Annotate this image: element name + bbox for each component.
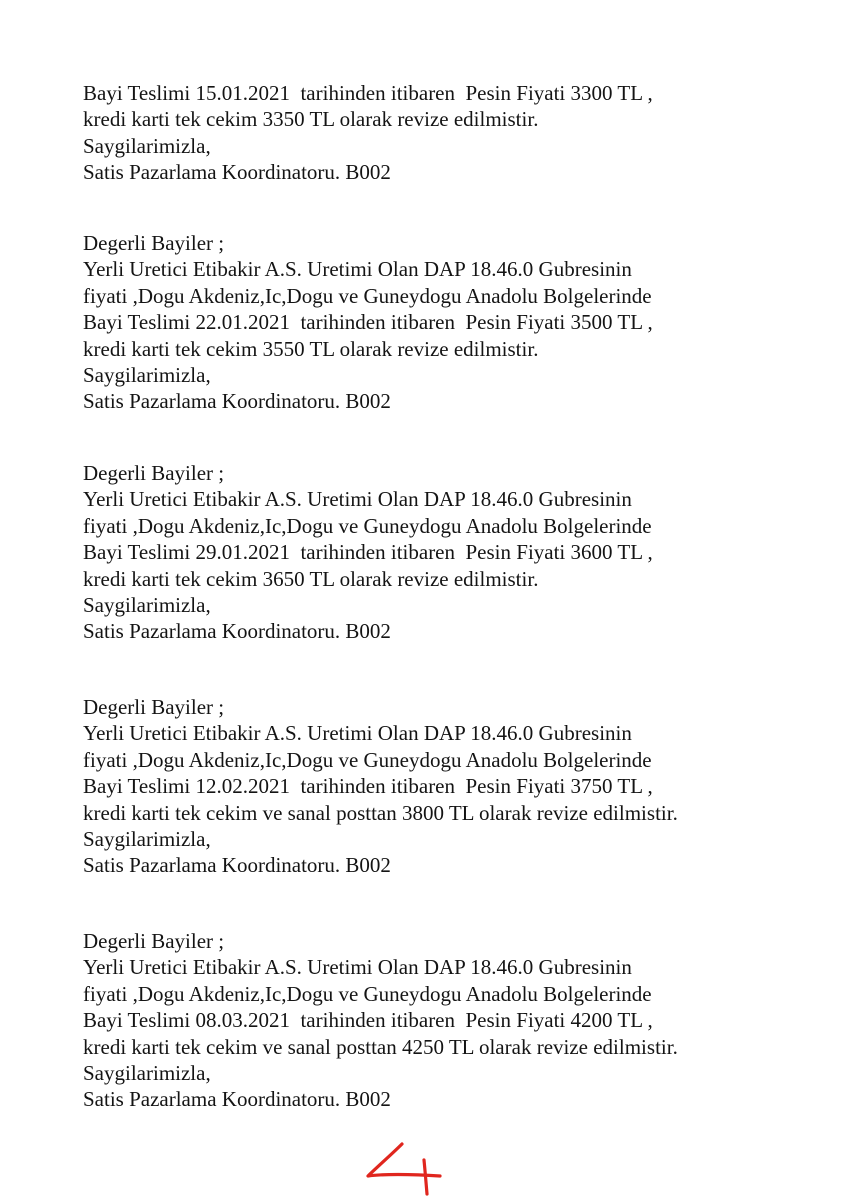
document-line: Bayi Teslimi 22.01.2021 tarihinden itibaren Pesin Fiyati 3500 TL , bbox=[83, 310, 653, 335]
handwritten-stroke bbox=[368, 1144, 440, 1176]
document-line: Yerli Uretici Etibakir A.S. Uretimi Olan DAP 18.46.0 Gubresinin bbox=[83, 487, 632, 512]
document-line: Yerli Uretici Etibakir A.S. Uretimi Olan DAP 18.46.0 Gubresinin bbox=[83, 955, 632, 980]
document-line: Degerli Bayiler ; bbox=[83, 695, 225, 719]
document-line: Satis Pazarlama Koordinatoru. B002 bbox=[83, 1087, 391, 1112]
document-line: Bayi Teslimi 29.01.2021 tarihinden itibaren Pesin Fiyati 3600 TL , bbox=[83, 540, 653, 565]
announcement-block-4 bbox=[83, 694, 853, 879]
document-line: kredi karti tek cekim 3650 TL olarak revize edilmistir. bbox=[83, 566, 539, 591]
document-line: Satis Pazarlama Koordinatoru. B002 bbox=[83, 389, 391, 414]
document-line: Bayi Teslimi 08.03.2021 tarihinden itibaren Pesin Fiyati 4200 TL , bbox=[83, 1008, 653, 1033]
handwritten-page-number bbox=[362, 1138, 442, 1196]
document-line: Satis Pazarlama Koordinatoru. B002 bbox=[83, 160, 391, 185]
document-line: Yerli Uretici Etibakir A.S. Uretimi Olan DAP 18.46.0 Gubresinin bbox=[83, 721, 632, 746]
document-line: kredi karti tek cekim 3350 TL olarak revize edilmistir. bbox=[83, 107, 539, 132]
document-line: Bayi Teslimi 15.01.2021 tarihinden itibaren Pesin Fiyati 3300 TL , bbox=[83, 81, 653, 105]
document-line: Bayi Teslimi 12.02.2021 tarihinden itibaren Pesin Fiyati 3750 TL , bbox=[83, 774, 653, 799]
document-line: fiyati ,Dogu Akdeniz,Ic,Dogu ve Guneydogu Anadolu Bolgelerinde bbox=[83, 513, 652, 538]
document-line: Degerli Bayiler ; bbox=[83, 231, 225, 255]
document-line: Saygilarimizla, bbox=[83, 363, 211, 388]
announcement-block-1 bbox=[83, 80, 853, 186]
document-line: kredi karti tek cekim ve sanal posttan 4250 TL olarak revize edilmistir. bbox=[83, 1034, 678, 1059]
document-line: Satis Pazarlama Koordinatoru. B002 bbox=[83, 619, 391, 644]
document-line: Saygilarimizla, bbox=[83, 1061, 211, 1086]
announcement-block-3 bbox=[83, 460, 853, 645]
document-line: fiyati ,Dogu Akdeniz,Ic,Dogu ve Guneydogu Anadolu Bolgelerinde bbox=[83, 747, 652, 772]
document-line: kredi karti tek cekim ve sanal posttan 3800 TL olarak revize edilmistir. bbox=[83, 800, 678, 825]
document-line: fiyati ,Dogu Akdeniz,Ic,Dogu ve Guneydogu Anadolu Bolgelerinde bbox=[83, 283, 652, 308]
document-line: Degerli Bayiler ; bbox=[83, 461, 225, 485]
document-line: Saygilarimizla, bbox=[83, 133, 211, 158]
document-line: fiyati ,Dogu Akdeniz,Ic,Dogu ve Guneydogu Anadolu Bolgelerinde bbox=[83, 981, 652, 1006]
document-line: kredi karti tek cekim 3550 TL olarak revize edilmistir. bbox=[83, 336, 539, 361]
document-line: Degerli Bayiler ; bbox=[83, 929, 225, 953]
announcement-block-2 bbox=[83, 230, 853, 415]
announcement-block-5 bbox=[83, 928, 853, 1113]
document-line: Saygilarimizla, bbox=[83, 827, 211, 852]
handwritten-stroke bbox=[424, 1160, 427, 1194]
document-line: Yerli Uretici Etibakir A.S. Uretimi Olan DAP 18.46.0 Gubresinin bbox=[83, 257, 632, 282]
document-line: Saygilarimizla, bbox=[83, 593, 211, 618]
document-line: Satis Pazarlama Koordinatoru. B002 bbox=[83, 853, 391, 878]
